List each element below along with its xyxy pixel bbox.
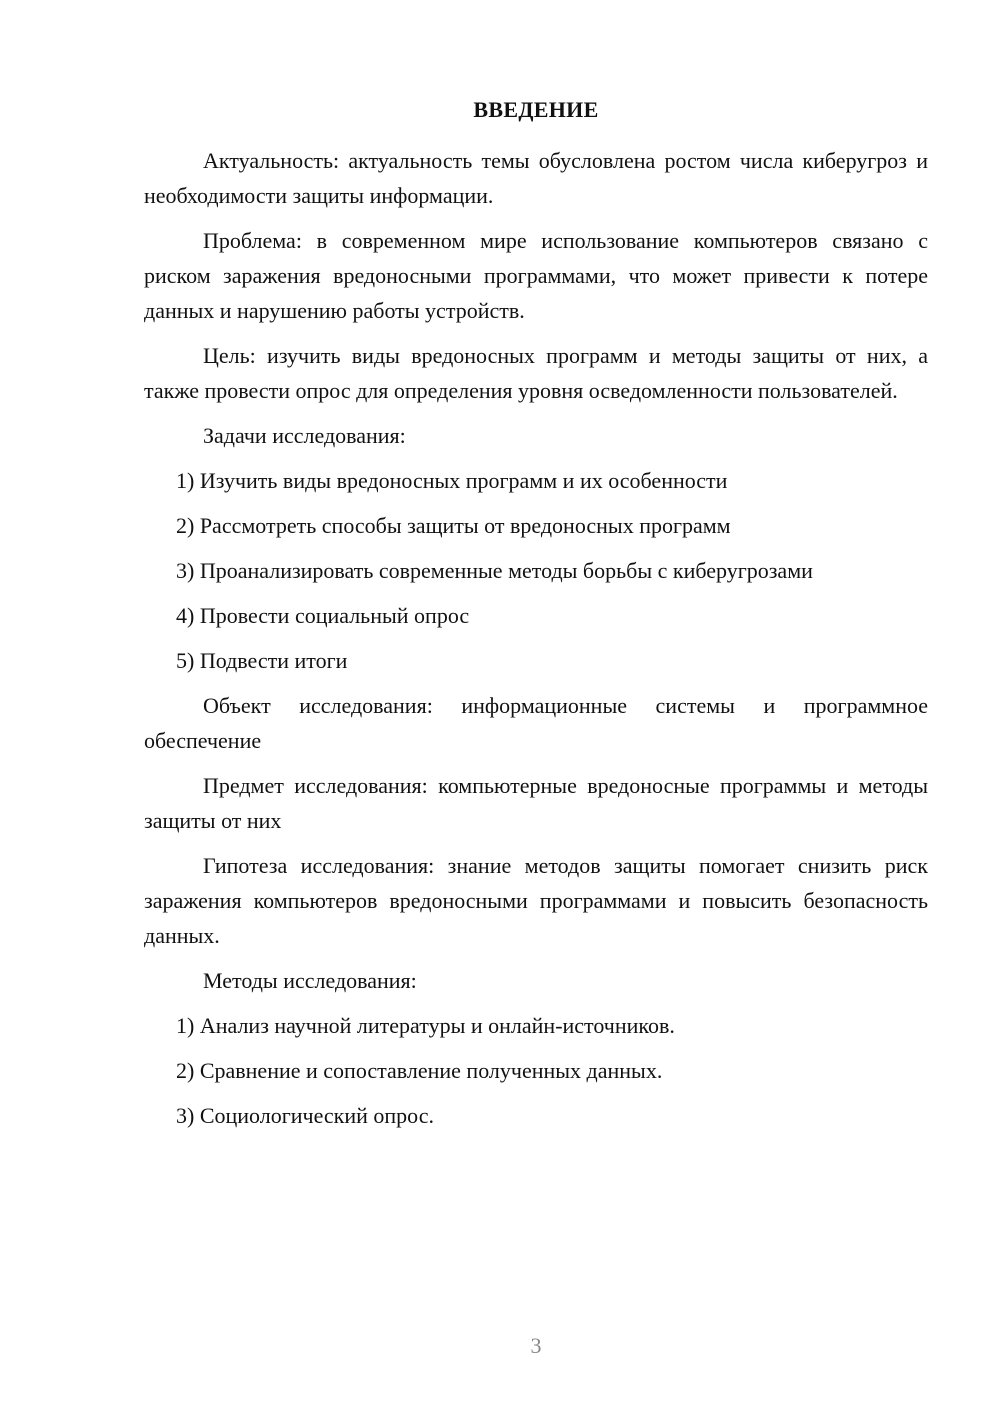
method-item: 2) Сравнение и сопоставление полученных данных. (176, 1058, 663, 1083)
task-item: 2) Рассмотреть способы защиты от вредоносных программ (176, 513, 731, 538)
subject-paragraph: Предмет исследования: компьютерные вредоносные программы и методы защиты от них (144, 773, 928, 833)
tasks-heading: Задачи исследования: (203, 423, 406, 448)
document-page (144, 95, 928, 1143)
task-item: 1) Изучить виды вредоносных программ и их особенности (176, 468, 728, 493)
methods-heading: Методы исследования: (203, 968, 417, 993)
method-item: 3) Социологический опрос. (176, 1103, 434, 1128)
task-item: 5) Подвести итоги (176, 648, 348, 673)
object-paragraph: Объект исследования: информационные системы и программное обеспечение (144, 693, 928, 753)
page-number: 3 (530, 1333, 542, 1358)
method-item: 1) Анализ научной литературы и онлайн-источников. (176, 1013, 675, 1038)
methods-list (144, 1008, 928, 1133)
task-item: 4) Провести социальный опрос (176, 603, 470, 628)
task-item: 3) Проанализировать современные методы борьбы с киберугрозами (176, 558, 813, 583)
tasks-list (144, 463, 928, 678)
section-title: ВВЕДЕНИЕ (473, 97, 599, 122)
problem-paragraph: Проблема: в современном мире использование компьютеров связано с риском заражения вредоносными программами, что может привести к потере данных и нарушению работы устройств. (144, 228, 928, 323)
relevance-paragraph: Актуальность: актуальность темы обусловлена ростом числа киберугроз и необходимости защиты информации. (144, 148, 928, 208)
hypothesis-paragraph: Гипотеза исследования: знание методов защиты помогает снизить риск заражения компьютеров вредоносными программами и повысить безопасность данных. (144, 853, 928, 948)
goal-paragraph: Цель: изучить виды вредоносных программ и методы защиты от них, а также провести опрос для определения уровня осведомленности пользователей. (144, 343, 928, 403)
